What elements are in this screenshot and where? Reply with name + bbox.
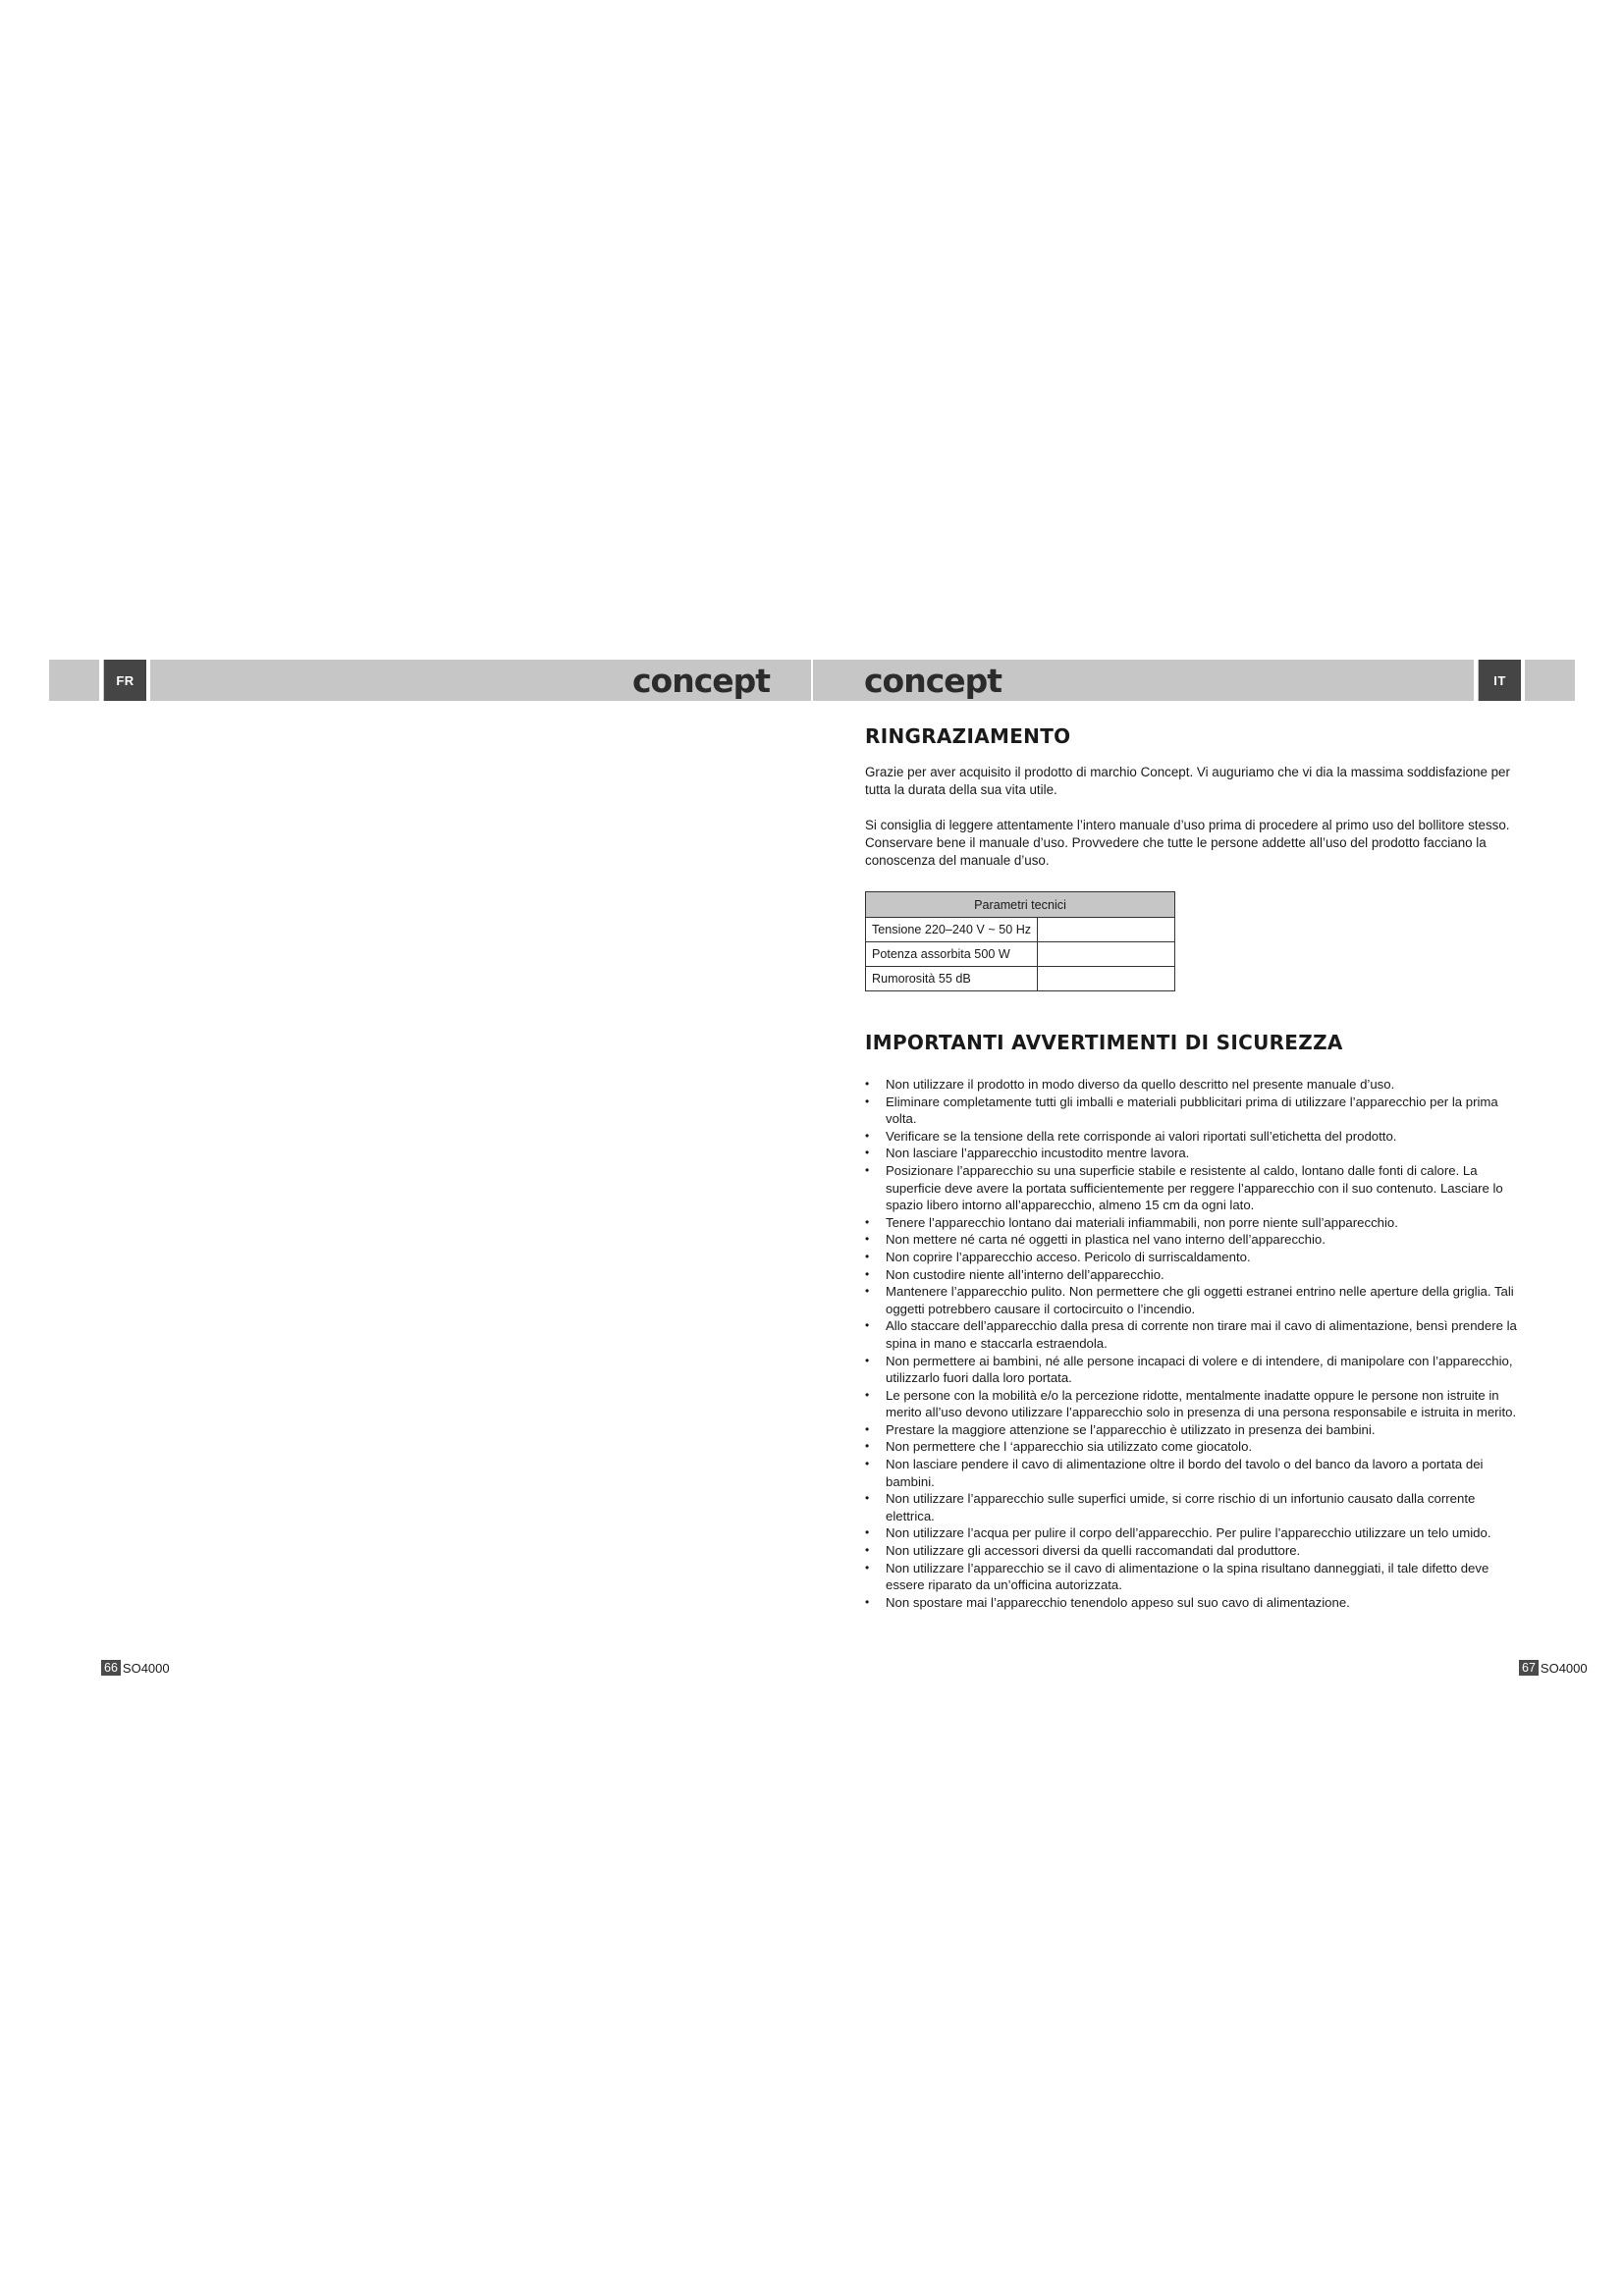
language-tab-fr: FR xyxy=(104,660,146,701)
table-header: Parametri tecnici xyxy=(866,892,1175,918)
list-item: • Le persone con la mobilità e/o la percezione ridotte, mentalmente inadatte oppure le persone non istruite in merito all’uso devono utilizzare l’apparecchio solo in presenza di una persona responsabile e istruita in merito. xyxy=(865,1387,1527,1421)
list-item: • Non coprire l’apparecchio acceso. Pericolo di surriscaldamento. xyxy=(865,1249,1527,1266)
model-code: SO4000 xyxy=(122,1660,170,1676)
language-tab-it: IT xyxy=(1479,660,1521,701)
table-cell xyxy=(1038,942,1175,967)
list-item: • Non spostare mai l’apparecchio tenendolo appeso sul suo cavo di alimentazione. xyxy=(865,1594,1527,1612)
band-divider xyxy=(1521,660,1525,701)
list-item: • Non mettere né carta né oggetti in plastica nel vano interno dell’apparecchio. xyxy=(865,1231,1527,1249)
technical-parameters-table xyxy=(865,891,1175,991)
list-item: • Mantenere l’apparecchio pulito. Non permettere che gli oggetti estranei entrino nelle aperture della griglia. Tali oggetti potrebbero causare il cortocircuito o l’incendio. xyxy=(865,1283,1527,1317)
table-cell xyxy=(1038,918,1175,942)
table-cell xyxy=(1038,967,1175,991)
list-item: • Non lasciare l’apparecchio incustodito mentre lavora. xyxy=(865,1145,1527,1162)
table-cell: Potenza assorbita 500 W xyxy=(866,942,1038,967)
intro-paragraph: Si consiglia di leggere attentamente l’intero manuale d’uso prima di procedere al primo uso del bollitore stesso. Conservare bene il manuale d’uso. Provvedere che tutte le persone addette all’uso del prodotto facciano la conoscenza del manuale d’uso. xyxy=(865,818,1510,868)
intro-paragraph: Grazie per aver acquisito il prodotto di marchio Concept. Vi auguriamo che vi dia la massima soddisfazione per tutta la durata della sua vita utile. xyxy=(865,765,1510,797)
list-item: • Tenere l’apparecchio lontano dai materiali infiammabili, non porre niente sull’apparecchio. xyxy=(865,1214,1527,1232)
list-item: • Verificare se la tensione della rete corrisponde ai valori riportati sull’etichetta del prodotto. xyxy=(865,1128,1527,1146)
safety-warnings-list xyxy=(865,1076,1527,1611)
list-item: • Posizionare l’apparecchio su una superficie stabile e resistente al caldo, lontano dalle fonti di calore. La superficie deve avere la portata sufficientemente per reggere l’apparecchio con il suo contenuto. Lasciare lo spazio libero intorno all’apparecchio, almeno 15 cm da ogni lato. xyxy=(865,1162,1527,1214)
table-cell: Rumorosità 55 dB xyxy=(866,967,1038,991)
list-item: • Non utilizzare l’apparecchio se il cavo di alimentazione o la spina risultano danneggiati, il tale difetto deve essere riparato da un’officina autorizzata. xyxy=(865,1560,1527,1594)
list-item: • Non utilizzare il prodotto in modo diverso da quello descritto nel presente manuale d’uso. xyxy=(865,1076,1527,1094)
table-row xyxy=(866,967,1175,991)
band-divider xyxy=(1474,660,1478,701)
list-item: • Allo staccare dell’apparecchio dalla presa di corrente non tirare mai il cavo di alimentazione, bensì prendere la spina in mano e staccarla estraendola. xyxy=(865,1317,1527,1352)
brand-logo-right: concept xyxy=(864,661,1002,700)
footer-left xyxy=(101,1660,170,1676)
section-title-safety: IMPORTANTI AVVERTIMENTI DI SICUREZZA xyxy=(865,1031,1343,1054)
page-number: 67 xyxy=(1519,1660,1539,1676)
list-item: • Non lasciare pendere il cavo di alimentazione oltre il bordo del tavolo o del banco da lavoro a portata dei bambini. xyxy=(865,1456,1527,1490)
list-item: • Prestare la maggiore attenzione se l’apparecchio è utilizzato in presenza dei bambini. xyxy=(865,1421,1527,1439)
list-item: • Non custodire niente all’interno dell’apparecchio. xyxy=(865,1266,1527,1284)
model-code: SO4000 xyxy=(1540,1660,1588,1676)
page-number: 66 xyxy=(101,1660,121,1676)
band-divider xyxy=(146,660,150,701)
right-page-content xyxy=(865,721,1527,1611)
band-divider xyxy=(99,660,103,701)
table-row xyxy=(866,942,1175,967)
list-item: • Non utilizzare l’acqua per pulire il corpo dell’apparecchio. Per pulire l’apparecchio utilizzare un telo umido. xyxy=(865,1524,1527,1542)
list-item: • Non permettere ai bambini, né alle persone incapaci di volere e di intendere, di manipolare con l’apparecchio, utilizzarlo fuori dalla loro portata. xyxy=(865,1353,1527,1387)
list-item: • Non utilizzare gli accessori diversi da quelli raccomandati dal produttore. xyxy=(865,1542,1527,1560)
brand-logo-left: concept xyxy=(632,661,771,700)
table-row xyxy=(866,918,1175,942)
list-item: • Non utilizzare l’apparecchio sulle superfici umide, si corre rischio di un infortunio causato dalla corrente elettrica. xyxy=(865,1490,1527,1524)
table-cell: Tensione 220–240 V ~ 50 Hz xyxy=(866,918,1038,942)
list-item: • Eliminare completamente tutti gli imballi e materiali pubblicitari prima di utilizzare l’apparecchio per la prima volta. xyxy=(865,1094,1527,1128)
list-item: • Non permettere che l ‘apparecchio sia utilizzato come giocatolo. xyxy=(865,1438,1527,1456)
section-title-thanks: RINGRAZIAMENTO xyxy=(865,724,1071,748)
footer-right xyxy=(1519,1660,1588,1676)
